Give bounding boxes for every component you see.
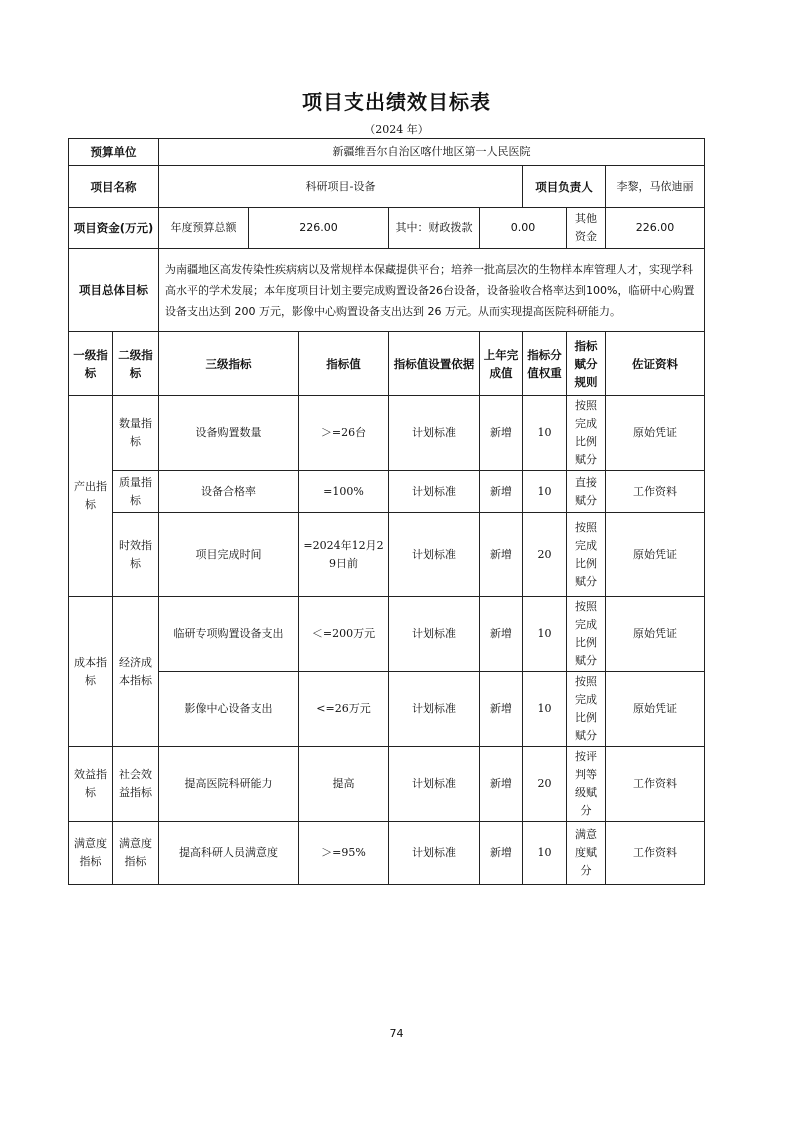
header-weight: 指标分值权重 <box>523 332 567 396</box>
header-level2: 二级指标 <box>113 332 159 396</box>
table-row <box>69 822 705 885</box>
project-name-row <box>69 166 705 208</box>
indicator-value: =100% <box>299 471 389 513</box>
indicator-weight: 10 <box>523 597 567 672</box>
project-name-value: 科研项目-设备 <box>159 166 523 208</box>
indicator-name: 影像中心设备支出 <box>159 672 299 747</box>
overall-goal-label: 项目总体目标 <box>69 249 159 332</box>
subgroup-quality: 质量指标 <box>113 471 159 513</box>
indicator-evidence: 原始凭证 <box>606 597 705 672</box>
subgroup-satisfaction: 满意度指标 <box>113 822 159 885</box>
subgroup-economic-cost: 经济成本指标 <box>113 597 159 747</box>
indicator-last-year: 新增 <box>480 747 523 822</box>
other-funds-label: 其他资金 <box>567 208 606 249</box>
indicator-rule: 直接赋分 <box>567 471 606 513</box>
indicator-last-year: 新增 <box>480 597 523 672</box>
indicator-header-row <box>69 332 705 396</box>
indicator-last-year: 新增 <box>480 396 523 471</box>
indicator-rule: 满意度赋分 <box>567 822 606 885</box>
overall-goal-text: 为南疆地区高发传染性疾病病以及常规样本保藏提供平台；培养一批高层次的生物样本库管理人才，实现学科高水平的学术发展；本年度项目计划主要完成购置设备26台设备，设备验收合格率达到100%，临研中心购置设备支出达到 200 万元，影像中心购置设备支出达到 26 万元。从而实现提高医院科研能力。 <box>159 249 705 332</box>
indicator-evidence: 原始凭证 <box>606 513 705 597</box>
table-row <box>69 672 705 747</box>
header-evidence: 佐证资料 <box>606 332 705 396</box>
indicator-last-year: 新增 <box>480 471 523 513</box>
header-level1: 一级指标 <box>69 332 113 396</box>
indicator-evidence: 工作资料 <box>606 747 705 822</box>
indicator-weight: 10 <box>523 471 567 513</box>
indicator-rule: 按照完成比例赋分 <box>567 396 606 471</box>
table-row <box>69 471 705 513</box>
project-leader-value: 李黎，马依迪丽 <box>606 166 705 208</box>
indicator-basis: 计划标准 <box>389 513 480 597</box>
table-row <box>69 513 705 597</box>
indicator-last-year: 新增 <box>480 513 523 597</box>
indicator-value: ＜=200万元 <box>299 597 389 672</box>
performance-target-table <box>68 138 705 885</box>
project-funds-row <box>69 208 705 249</box>
indicator-basis: 计划标准 <box>389 396 480 471</box>
group-cost: 成本指标 <box>69 597 113 747</box>
indicator-value: ＞=95% <box>299 822 389 885</box>
indicator-evidence: 工作资料 <box>606 822 705 885</box>
fiscal-allocation-value: 0.00 <box>480 208 567 249</box>
indicator-evidence: 原始凭证 <box>606 672 705 747</box>
indicator-weight: 10 <box>523 396 567 471</box>
group-benefit: 效益指标 <box>69 747 113 822</box>
indicator-weight: 20 <box>523 747 567 822</box>
header-level3: 三级指标 <box>159 332 299 396</box>
indicator-basis: 计划标准 <box>389 672 480 747</box>
table-row <box>69 597 705 672</box>
indicator-value: ＞=26台 <box>299 396 389 471</box>
indicator-name: 项目完成时间 <box>159 513 299 597</box>
indicator-rule: 按照完成比例赋分 <box>567 597 606 672</box>
annual-budget-label: 年度预算总额 <box>159 208 249 249</box>
indicator-basis: 计划标准 <box>389 747 480 822</box>
indicator-weight: 10 <box>523 822 567 885</box>
indicator-basis: 计划标准 <box>389 822 480 885</box>
project-name-label: 项目名称 <box>69 166 159 208</box>
budget-unit-label: 预算单位 <box>69 139 159 166</box>
budget-unit-row <box>69 139 705 166</box>
indicator-basis: 计划标准 <box>389 471 480 513</box>
header-basis: 指标值设置依据 <box>389 332 480 396</box>
page-title: 项目支出绩效目标表 <box>302 90 491 114</box>
budget-unit-value: 新疆维吾尔自治区喀什地区第一人民医院 <box>159 139 705 166</box>
indicator-basis: 计划标准 <box>389 597 480 672</box>
indicator-rule: 按照完成比例赋分 <box>567 513 606 597</box>
subgroup-social-benefit: 社会效益指标 <box>113 747 159 822</box>
project-funds-label: 项目资金(万元) <box>69 208 159 249</box>
indicator-weight: 10 <box>523 672 567 747</box>
indicator-weight: 20 <box>523 513 567 597</box>
fiscal-allocation-label: 其中：财政拨款 <box>389 208 480 249</box>
indicator-name: 临研专项购置设备支出 <box>159 597 299 672</box>
group-output: 产出指标 <box>69 396 113 597</box>
overall-goal-row <box>69 249 705 332</box>
indicator-name: 提高医院科研能力 <box>159 747 299 822</box>
subgroup-quantity: 数量指标 <box>113 396 159 471</box>
page-number: 74 <box>389 1027 404 1040</box>
indicator-value: <=26万元 <box>299 672 389 747</box>
project-leader-label: 项目负责人 <box>523 166 606 208</box>
group-satisfaction: 满意度指标 <box>69 822 113 885</box>
indicator-last-year: 新增 <box>480 822 523 885</box>
indicator-name: 设备购置数量 <box>159 396 299 471</box>
indicator-rule: 按照完成比例赋分 <box>567 672 606 747</box>
indicator-name: 设备合格率 <box>159 471 299 513</box>
indicator-evidence: 工作资料 <box>606 471 705 513</box>
indicator-name: 提高科研人员满意度 <box>159 822 299 885</box>
indicator-evidence: 原始凭证 <box>606 396 705 471</box>
annual-budget-value: 226.00 <box>249 208 389 249</box>
indicator-value: =2024年12月29日前 <box>299 513 389 597</box>
header-last-year: 上年完成值 <box>480 332 523 396</box>
table-row <box>69 396 705 471</box>
subgroup-timeliness: 时效指标 <box>113 513 159 597</box>
year-label: （2024 年） <box>364 123 429 136</box>
indicator-value: 提高 <box>299 747 389 822</box>
table-row <box>69 747 705 822</box>
header-rule: 指标赋分规则 <box>567 332 606 396</box>
indicator-rule: 按评判等级赋分 <box>567 747 606 822</box>
header-value: 指标值 <box>299 332 389 396</box>
indicator-last-year: 新增 <box>480 672 523 747</box>
other-funds-value: 226.00 <box>606 208 705 249</box>
